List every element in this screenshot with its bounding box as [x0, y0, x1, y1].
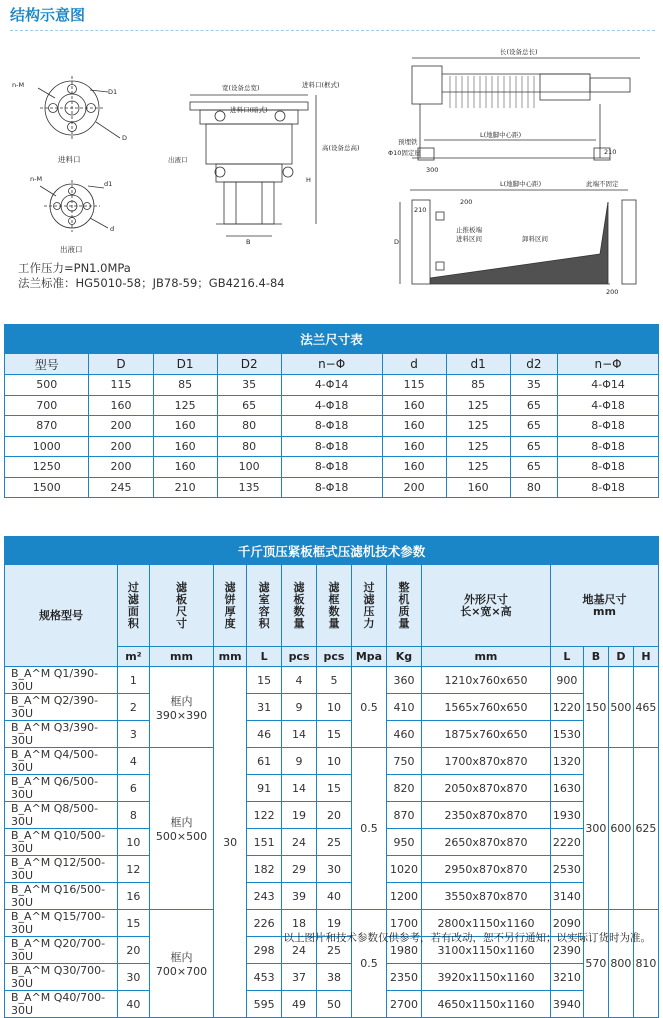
- model-cell: B_A^M Q3/390-30U: [5, 721, 118, 748]
- width-total-label: 宽(设备总宽): [222, 84, 260, 92]
- flange-header: n−Φ: [281, 354, 382, 375]
- flange-cell: 8-Φ18: [281, 477, 382, 498]
- pressure-cell: 0.5: [352, 667, 387, 748]
- flange-row: [5, 436, 659, 457]
- flange-cell: 8-Φ18: [281, 457, 382, 478]
- flange-cell: 160: [446, 477, 510, 498]
- foundation-h-cell: 465: [633, 667, 658, 748]
- plates-cell: 29: [282, 856, 317, 883]
- area-cell: 12: [117, 856, 149, 883]
- flange-cell: 80: [217, 416, 281, 437]
- spec-row: [5, 802, 659, 829]
- dims-cell: 3550x870x870: [421, 883, 550, 910]
- dims2-header: 长×宽×高: [460, 604, 512, 618]
- flange-header: D2: [217, 354, 281, 375]
- flange-cell: 4-Φ18: [281, 395, 382, 416]
- volume-cell: 91: [247, 775, 282, 802]
- dims-cell: 2350x870x870: [421, 802, 550, 829]
- weight-cell: 1020: [386, 856, 421, 883]
- flange-cell: 115: [89, 375, 153, 396]
- plates-cell: 18: [282, 910, 317, 937]
- model-cell: B_A^M Q1/390-30U: [5, 667, 118, 694]
- foundation-l-cell: 1930: [550, 802, 583, 829]
- weight-cell: 750: [386, 748, 421, 775]
- foundation-l-cell: 3140: [550, 883, 583, 910]
- b-label: B: [246, 238, 251, 246]
- page-title: 结构示意图: [10, 6, 86, 24]
- area-cell: 16: [117, 883, 149, 910]
- plates-cell: 14: [282, 721, 317, 748]
- volume-unit: L: [247, 647, 282, 667]
- weight-cell: 1980: [386, 937, 421, 964]
- model-cell: B_A^M Q10/500-30U: [5, 829, 118, 856]
- inlet-frame-label: 进料口(框式): [302, 81, 340, 89]
- l-unit: L: [550, 647, 583, 667]
- flange-cell: 160: [153, 416, 217, 437]
- flange-header: n−Φ: [558, 354, 659, 375]
- pressure-cell: 0.5: [352, 748, 387, 910]
- d1-label: D1: [108, 88, 118, 96]
- dims-cell: 1565x760x650: [421, 694, 550, 721]
- plates-cell: 14: [282, 775, 317, 802]
- frames-header: 滤框数量: [328, 580, 340, 630]
- frames-cell: 40: [317, 883, 352, 910]
- model-cell: B_A^M Q2/390-30U: [5, 694, 118, 721]
- frames-cell: 20: [317, 802, 352, 829]
- flange-row: [5, 375, 659, 396]
- side-view: [412, 58, 640, 160]
- foundation-b-cell: 150: [583, 667, 608, 748]
- area-cell: 8: [117, 802, 149, 829]
- plates-cell: 24: [282, 829, 317, 856]
- n-m-label: n-M: [12, 81, 25, 89]
- flange-cell: 100: [217, 457, 281, 478]
- area-cell: 3: [117, 721, 149, 748]
- flange-cell: 35: [510, 375, 557, 396]
- flange-cell: 210: [153, 477, 217, 498]
- dims-cell: 2950x870x870: [421, 856, 550, 883]
- frames-cell: 10: [317, 694, 352, 721]
- l-center-label: L(地脚中心距): [480, 131, 522, 139]
- flange-size-table: [4, 324, 659, 498]
- spec-row: [5, 694, 659, 721]
- plates-cell: 37: [282, 964, 317, 991]
- dims-cell: 1875x760x650: [421, 721, 550, 748]
- frames-cell: 30: [317, 856, 352, 883]
- flange-table-title: 法兰尺寸表: [5, 325, 659, 354]
- volume-header: 滤室容积: [258, 580, 270, 630]
- dims-cell: 2650x870x870: [421, 829, 550, 856]
- foundation-unit: mm: [592, 604, 616, 618]
- flange-cell: 160: [153, 436, 217, 457]
- flange-cell: 8-Φ18: [281, 416, 382, 437]
- outlet-port-label: 出液口: [168, 156, 188, 164]
- flange-cell: 245: [89, 477, 153, 498]
- h-label: H: [306, 176, 311, 184]
- plates-unit: pcs: [282, 647, 317, 667]
- spec-row: [5, 829, 659, 856]
- flange-header: d2: [510, 354, 557, 375]
- foundation-l-cell: 1220: [550, 694, 583, 721]
- model-cell: B_A^M Q6/500-30U: [5, 775, 118, 802]
- foundation-l-cell: 2390: [550, 937, 583, 964]
- dims-cell: 1210x760x650: [421, 667, 550, 694]
- flange-cell: 4-Φ14: [558, 375, 659, 396]
- dims-cell: 3920x1150x1160: [421, 964, 550, 991]
- foundation-l-cell: 900: [550, 667, 583, 694]
- flange-cell: 65: [510, 457, 557, 478]
- filter-zone-label: 卸料区间: [522, 235, 548, 243]
- foundation-l-cell: 2090: [550, 910, 583, 937]
- plate-size-cell: 框内500×500: [149, 748, 213, 910]
- flange-cell: 65: [217, 395, 281, 416]
- frames-cell: 15: [317, 721, 352, 748]
- frames-cell: 5: [317, 667, 352, 694]
- dim-210-label: 210: [604, 148, 617, 156]
- foundation-l-cell: 3210: [550, 964, 583, 991]
- flange-cell: 1500: [5, 477, 89, 498]
- flange-cell: 1250: [5, 457, 89, 478]
- foundation-l-cell: 1320: [550, 748, 583, 775]
- foundation-h-cell: 625: [633, 748, 658, 910]
- dims-cell: 2800x1150x1160: [421, 910, 550, 937]
- area-cell: 15: [117, 910, 149, 937]
- height-total-label: 高(设备总高): [322, 144, 360, 152]
- outlet-label: 出液口: [60, 245, 83, 254]
- flange-cell: 500: [5, 375, 89, 396]
- pre-embed-label: 预埋铁: [398, 138, 418, 146]
- b-unit: B: [583, 647, 608, 667]
- area-cell: 20: [117, 937, 149, 964]
- flange-cell: 160: [382, 395, 446, 416]
- foundation-b-cell: 570: [583, 910, 608, 1018]
- spec-row: [5, 775, 659, 802]
- d-unit: D: [608, 647, 633, 667]
- flange-cell: 115: [382, 375, 446, 396]
- foundation-h-cell: 810: [633, 910, 658, 1018]
- frames-cell: 50: [317, 991, 352, 1018]
- area-cell: 10: [117, 829, 149, 856]
- flange-cell: 135: [217, 477, 281, 498]
- dims-cell: 4650x1150x1160: [421, 991, 550, 1018]
- plates-cell: 9: [282, 694, 317, 721]
- flange-cell: 870: [5, 416, 89, 437]
- frames-cell: 15: [317, 775, 352, 802]
- plate-unit: mm: [149, 647, 213, 667]
- volume-cell: 31: [247, 694, 282, 721]
- model-cell: B_A^M Q4/500-30U: [5, 748, 118, 775]
- model-cell: B_A^M Q40/700-30U: [5, 991, 118, 1018]
- flange-cell: 160: [382, 416, 446, 437]
- fixed-end-label: 此端不固定: [586, 180, 619, 188]
- frames-cell: 38: [317, 964, 352, 991]
- flange-row: [5, 416, 659, 437]
- spec-row: [5, 856, 659, 883]
- flange-cell: 200: [89, 436, 153, 457]
- flange-row: [5, 477, 659, 498]
- flange-header: d1: [446, 354, 510, 375]
- plate-size-cell: 框内700×700: [149, 910, 213, 1018]
- area-cell: 30: [117, 964, 149, 991]
- weight-cell: 410: [386, 694, 421, 721]
- foundation-b-cell: 300: [583, 748, 608, 910]
- flange-cell: 85: [446, 375, 510, 396]
- flange-cell: 160: [153, 457, 217, 478]
- weight-cell: 2350: [386, 964, 421, 991]
- weight-cell: 950: [386, 829, 421, 856]
- volume-cell: 453: [247, 964, 282, 991]
- area-unit: m²: [117, 647, 149, 667]
- flange-cell: 200: [89, 457, 153, 478]
- flange-cell: 65: [510, 395, 557, 416]
- h-unit: H: [633, 647, 658, 667]
- flange-cell: 125: [446, 457, 510, 478]
- frames-cell: 25: [317, 829, 352, 856]
- plates-cell: 39: [282, 883, 317, 910]
- weight-header: 整机质量: [398, 580, 410, 630]
- weight-cell: 2700: [386, 991, 421, 1018]
- flange-cell: 160: [382, 457, 446, 478]
- plate-size-header: 滤板尺寸: [176, 580, 187, 630]
- outlet-flange: [40, 180, 108, 232]
- flange-cell: 1000: [5, 436, 89, 457]
- volume-cell: 15: [247, 667, 282, 694]
- foundation-l-cell: 2530: [550, 856, 583, 883]
- cake-thickness-cell: 30: [214, 667, 247, 1018]
- plates-cell: 4: [282, 667, 317, 694]
- flange-cell: 160: [382, 436, 446, 457]
- flange-cell: 65: [510, 416, 557, 437]
- plate-mark2-label: 进料区间: [456, 235, 482, 243]
- model-cell: B_A^M Q20/700-30U: [5, 937, 118, 964]
- dims-cell: 2050x870x870: [421, 775, 550, 802]
- flange-header: D: [89, 354, 153, 375]
- l-center2-label: L(地脚中心距): [500, 180, 542, 188]
- volume-cell: 298: [247, 937, 282, 964]
- volume-cell: 182: [247, 856, 282, 883]
- flange-cell: 8-Φ18: [281, 436, 382, 457]
- frames-cell: 19: [317, 910, 352, 937]
- plates-cell: 19: [282, 802, 317, 829]
- inlet-flange: [38, 76, 120, 140]
- flange-cell: 200: [89, 416, 153, 437]
- pressure-cell: 0.5: [352, 910, 387, 1018]
- weight-cell: 1700: [386, 910, 421, 937]
- area-cell: 2: [117, 694, 149, 721]
- model-cell: B_A^M Q16/500-30U: [5, 883, 118, 910]
- flange-row: [5, 457, 659, 478]
- model-header: 规格型号: [5, 565, 118, 667]
- flange-cell: 8-Φ18: [558, 436, 659, 457]
- flange-cell: 125: [446, 416, 510, 437]
- plates-cell: 9: [282, 748, 317, 775]
- weight-cell: 1200: [386, 883, 421, 910]
- area-cell: 1: [117, 667, 149, 694]
- flange-cell: 160: [89, 395, 153, 416]
- frames-cell: 10: [317, 748, 352, 775]
- area-cell: 40: [117, 991, 149, 1018]
- area-cell: 4: [117, 748, 149, 775]
- foundation-header: 地基尺寸: [582, 592, 627, 606]
- foundation-d-cell: 500: [608, 667, 633, 748]
- spec-row: [5, 964, 659, 991]
- volume-cell: 46: [247, 721, 282, 748]
- volume-cell: 151: [247, 829, 282, 856]
- foundation-l-cell: 1630: [550, 775, 583, 802]
- flange-cell: 125: [446, 395, 510, 416]
- d-bottom-label: d: [110, 225, 115, 233]
- weight-cell: 820: [386, 775, 421, 802]
- d-label: D: [122, 134, 128, 142]
- weight-cell: 360: [386, 667, 421, 694]
- cake-header: 滤饼厚度: [224, 580, 236, 630]
- flange-cell: 80: [510, 477, 557, 498]
- pressure-header: 过滤压力: [363, 580, 375, 630]
- flange-standard-note: 法兰标准：HG5010-58；JB78-59；GB4216.4-84: [18, 276, 285, 290]
- plates-cell: 24: [282, 937, 317, 964]
- inlet-side-label: 进料口(暗式): [230, 106, 268, 114]
- spec-row: [5, 883, 659, 910]
- foundation-l-cell: 3940: [550, 991, 583, 1018]
- flange-cell: 85: [153, 375, 217, 396]
- dim-210b-label: 210: [414, 206, 427, 214]
- flange-cell: 700: [5, 395, 89, 416]
- model-cell: B_A^M Q8/500-30U: [5, 802, 118, 829]
- plate-mark1-label: 止推板端: [456, 226, 482, 234]
- flange-cell: 125: [446, 436, 510, 457]
- spec-row: [5, 667, 659, 694]
- d1-bottom-label: d1: [104, 180, 113, 188]
- spec-row: [5, 748, 659, 775]
- weight-unit: Kg: [386, 647, 421, 667]
- pressure-unit: Mpa: [352, 647, 387, 667]
- spec-table: [4, 536, 659, 1018]
- flange-cell: 80: [217, 436, 281, 457]
- area-header: 过滤面积: [127, 580, 139, 630]
- volume-cell: 226: [247, 910, 282, 937]
- dim-200-label: 200: [460, 198, 473, 206]
- flange-cell: 200: [382, 477, 446, 498]
- flange-cell: 65: [510, 436, 557, 457]
- volume-cell: 61: [247, 748, 282, 775]
- title-divider: [10, 30, 655, 31]
- foundation-l-cell: 1530: [550, 721, 583, 748]
- dim-300-label: 300: [426, 166, 439, 174]
- flange-cell: 8-Φ18: [558, 416, 659, 437]
- weight-cell: 460: [386, 721, 421, 748]
- spec-row: [5, 991, 659, 1018]
- volume-cell: 122: [247, 802, 282, 829]
- n-m-bottom-label: n-M: [30, 175, 43, 183]
- weight-cell: 870: [386, 802, 421, 829]
- flange-cell: 4-Φ18: [558, 395, 659, 416]
- footer-note: 以上图片和技术参数仅供参考，若有改动，恕不另行通知；以实际订货时为准。: [283, 932, 651, 944]
- length-total-label: 长(设备总长): [500, 48, 538, 56]
- bolt-label: Φ10固定座: [388, 149, 421, 157]
- dims-cell: 3100x1150x1160: [421, 937, 550, 964]
- dims-unit: mm: [421, 647, 550, 667]
- model-cell: B_A^M Q30/700-30U: [5, 964, 118, 991]
- flange-cell: 8-Φ18: [558, 477, 659, 498]
- model-cell: B_A^M Q15/700-30U: [5, 910, 118, 937]
- flange-cell: 35: [217, 375, 281, 396]
- spec-table-title: 千斤顶压紧板框式压滤机技术参数: [5, 537, 659, 565]
- volume-cell: 243: [247, 883, 282, 910]
- flange-header: d: [382, 354, 446, 375]
- frames-unit: pcs: [317, 647, 352, 667]
- plates-cell: 49: [282, 991, 317, 1018]
- model-cell: B_A^M Q12/500-30U: [5, 856, 118, 883]
- spec-row: [5, 721, 659, 748]
- foundation-d-cell: 600: [608, 748, 633, 910]
- foundation-l-cell: 2220: [550, 829, 583, 856]
- flange-cell: 4-Φ14: [281, 375, 382, 396]
- flange-cell: 8-Φ18: [558, 457, 659, 478]
- flange-header: 型号: [5, 354, 89, 375]
- dims-header: 外形尺寸: [463, 592, 508, 606]
- d-big-label: D: [394, 238, 400, 246]
- foundation-d-cell: 800: [608, 910, 633, 1018]
- cake-unit: mm: [214, 647, 247, 667]
- inlet-label: 进料口: [58, 155, 81, 164]
- dim-200b-label: 200: [606, 288, 619, 296]
- volume-cell: 595: [247, 991, 282, 1018]
- working-pressure-note: 工作压力=PN1.0MPa: [18, 261, 131, 275]
- frames-cell: 25: [317, 937, 352, 964]
- flange-cell: 125: [153, 395, 217, 416]
- area-cell: 6: [117, 775, 149, 802]
- plate-size-cell: 框内390×390: [149, 667, 213, 748]
- front-view: [190, 95, 316, 236]
- dims-cell: 1700x870x870: [421, 748, 550, 775]
- flange-header: D1: [153, 354, 217, 375]
- plates-header: 滤板数量: [293, 580, 305, 630]
- flange-row: [5, 395, 659, 416]
